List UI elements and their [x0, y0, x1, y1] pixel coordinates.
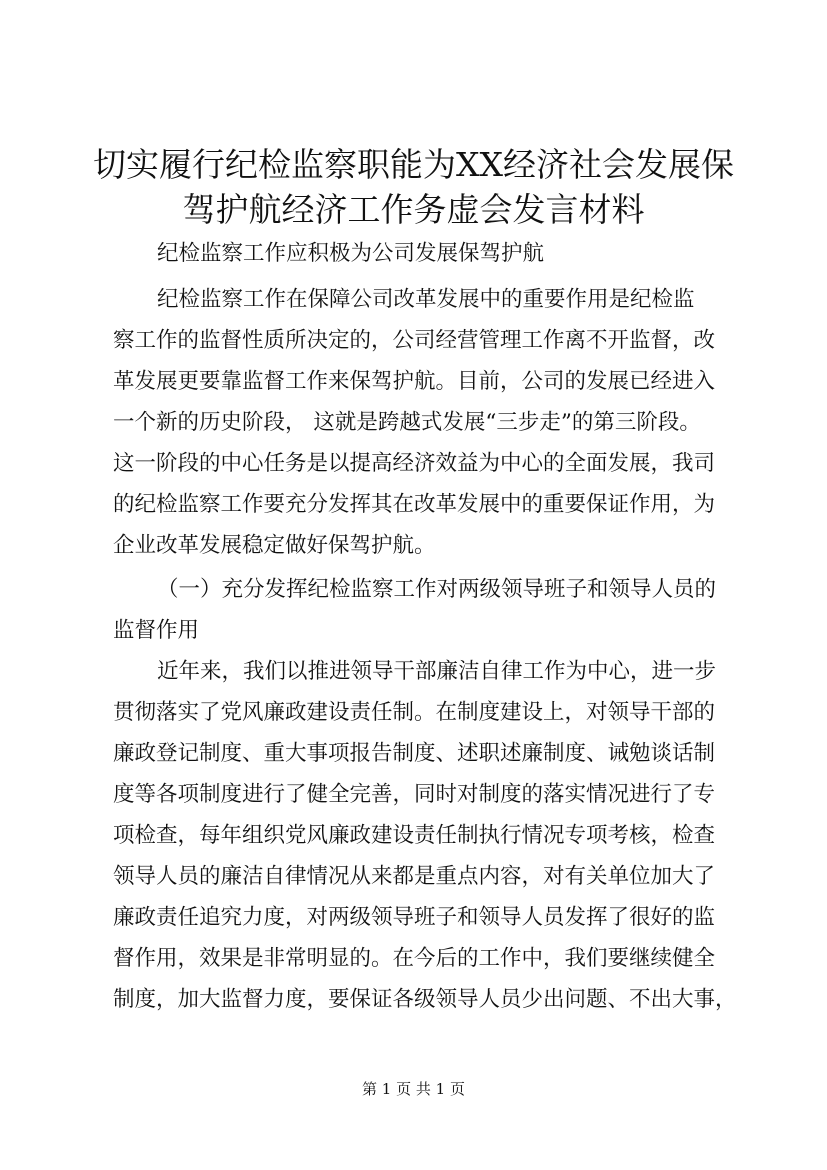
paragraph-1-line: 的纪检监察工作要充分发挥其在改革发展中的重要保证作用，为 — [113, 492, 716, 517]
paragraph-2-line: 贯彻落实了党风廉政建设责任制。在制度建设上，对领导干部的 — [113, 700, 716, 725]
document-title-line-1: 切实履行纪检监察职能为XX经济社会发展保 — [93, 145, 734, 184]
paragraph-2-line: 廉政责任追究力度，对两级领导班子和领导人员发挥了很好的监 — [113, 905, 716, 930]
paragraph-1-line: 革发展更要靠监督工作来保驾护航。目前，公司的发展已经进入 — [113, 369, 716, 394]
paragraph-1-line: 一个新的历史阶段， 这就是跨越式发展“三步走”的第三阶段。 — [113, 410, 701, 435]
paragraph-2-line: 制度，加大监督力度，要保证各级领导人员少出问题、不出大事， — [113, 987, 737, 1012]
paragraph-1-line: 察工作的监督性质所决定的，公司经营管理工作离不开监督，改 — [113, 328, 716, 353]
paragraph-1-line: 企业改革发展稳定做好保驾护航。 — [113, 533, 436, 558]
paragraph-2-line: 领导人员的廉洁自律情况从来都是重点内容，对有关单位加大了 — [113, 864, 716, 889]
document-title-line-2: 驾护航经济工作务虚会发言材料 — [182, 190, 645, 229]
subtitle: 纪检监察工作应积极为公司发展保驾护航 — [157, 241, 545, 266]
paragraph-2-line: 项检查，每年组织党风廉政建设责任制执行情况专项考核，检查 — [113, 823, 716, 848]
paragraph-2-line: 近年来，我们以推进领导干部廉洁自律工作为中心，进一步 — [157, 659, 717, 684]
section-heading-line: 监督作用 — [113, 618, 200, 643]
section-heading-line: （一）充分发挥纪检监察工作对两级领导班子和领导人员的 — [157, 577, 717, 602]
paragraph-2-line: 廉政登记制度、重大事项报告制度、述职述廉制度、诫勉谈话制 — [113, 741, 716, 766]
page-footer: 第 1 页 共 1 页 — [362, 1080, 465, 1098]
paragraph-1-line: 这一阶段的中心任务是以提高经济效益为中心的全面发展，我司 — [113, 451, 716, 476]
paragraph-2-line: 督作用，效果是非常明显的。在今后的工作中，我们要继续健全 — [113, 946, 716, 971]
paragraph-2-line: 度等各项制度进行了健全完善，同时对制度的落实情况进行了专 — [113, 782, 716, 807]
paragraph-1-line: 纪检监察工作在保障公司改革发展中的重要作用是纪检监 — [157, 287, 695, 312]
